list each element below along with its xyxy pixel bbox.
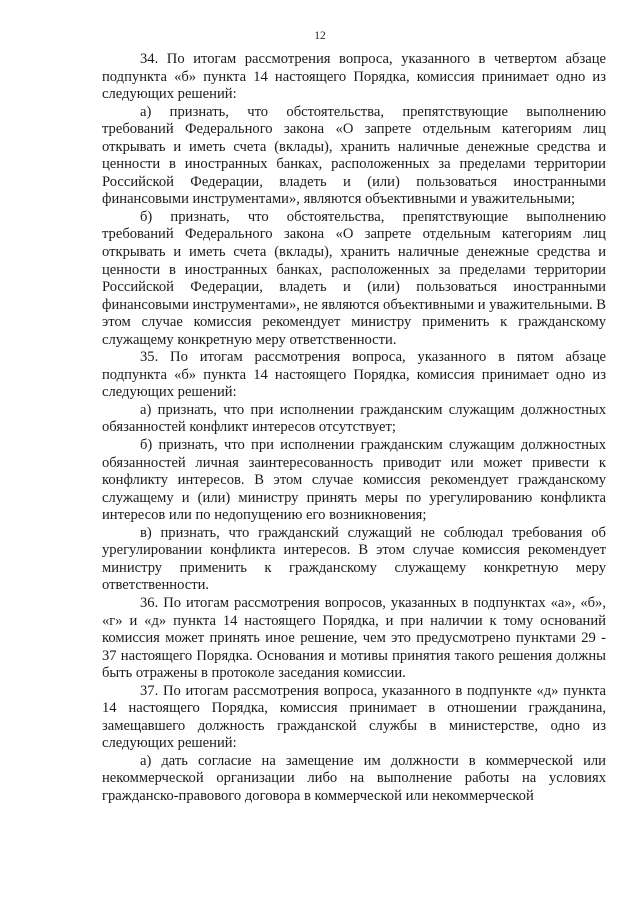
paragraph-34: 34. По итогам рассмотрения вопроса, указанного в четвертом абзаце подпункта «б» пункта 14 настоящего Порядка, комиссия принимает одно из следующих решений:	[102, 51, 606, 103]
paragraph-35-c: в) признать, что гражданский служащий не соблюдал требования об урегулировании конфликта интересов. В этом случае комиссия рекомендует министру применить к гражданскому служащему конкретную меру ответственности.	[102, 524, 606, 594]
paragraph-37-a: а) дать согласие на замещение им должности в коммерческой или некоммерческой организации либо на выполнение работы на условиях гражданско-правового договора в коммерческой или некоммерческой	[102, 752, 606, 804]
paragraph-36: 36. По итогам рассмотрения вопросов, указанных в подпунктах «а», «б», «г» и «д» пункта 14 настоящего Порядка, и при наличии к тому оснований комиссия может принять иное решение, чем это предусмотрено пунктами 29 - 37 настоящего Порядка. Основания и мотивы принятия такого решения должны быть отражены в протоколе заседания комиссии.	[102, 594, 606, 682]
paragraph-35-b: б) признать, что при исполнении гражданским служащим должностных обязанностей личная заинтересованность приводит или может привести к конфликту интересов. В этом случае комиссия рекомендует гражданскому служащему и (или) министру принять меры по урегулированию конфликта интересов или по недопущению его возникновения;	[102, 437, 606, 524]
paragraph-37: 37. По итогам рассмотрения вопроса, указанного в подпункте «д» пункта 14 настоящего Порядка, комиссия принимает в отношении гражданина, замещавшего должность гражданской службы в министерстве, одно из следующих решений:	[102, 682, 606, 752]
paragraph-35: 35. По итогам рассмотрения вопроса, указанного в пятом абзаце подпункта «б» пункта 14 настоящего Порядка, комиссия принимает одно из следующих решений:	[102, 349, 606, 401]
paragraph-35-a: а) признать, что при исполнении гражданским служащим должностных обязанностей конфликт интересов отсутствует;	[102, 401, 606, 436]
paragraph-34-a: а) признать, что обстоятельства, препятствующие выполнению требований Федерального закона «О запрете отдельным категориям лиц открывать и иметь счета (вклады), хранить наличные денежные средства и ценности в иностранных банках, расположенных за пределами территории Российской Федерации, владеть и (или) пользоваться иностранными финансовыми инструментами», являются объективными и уважительными;	[102, 103, 606, 208]
paragraph-34-b: б) признать, что обстоятельства, препятствующие выполнению требований Федерального закона «О запрете отдельным категориям лиц открывать и иметь счета (вклады), хранить наличные денежные средства и ценности в иностранных банках, расположенных за пределами территории Российской Федерации, владеть и (или) пользоваться иностранными финансовыми инструментами», не являются объективными и уважительными. В этом случае комиссия рекомендует министру применить к гражданскому служащему конкретную меру ответственности.	[102, 208, 607, 348]
document-body	[102, 51, 606, 806]
page-number: 12	[314, 30, 326, 42]
